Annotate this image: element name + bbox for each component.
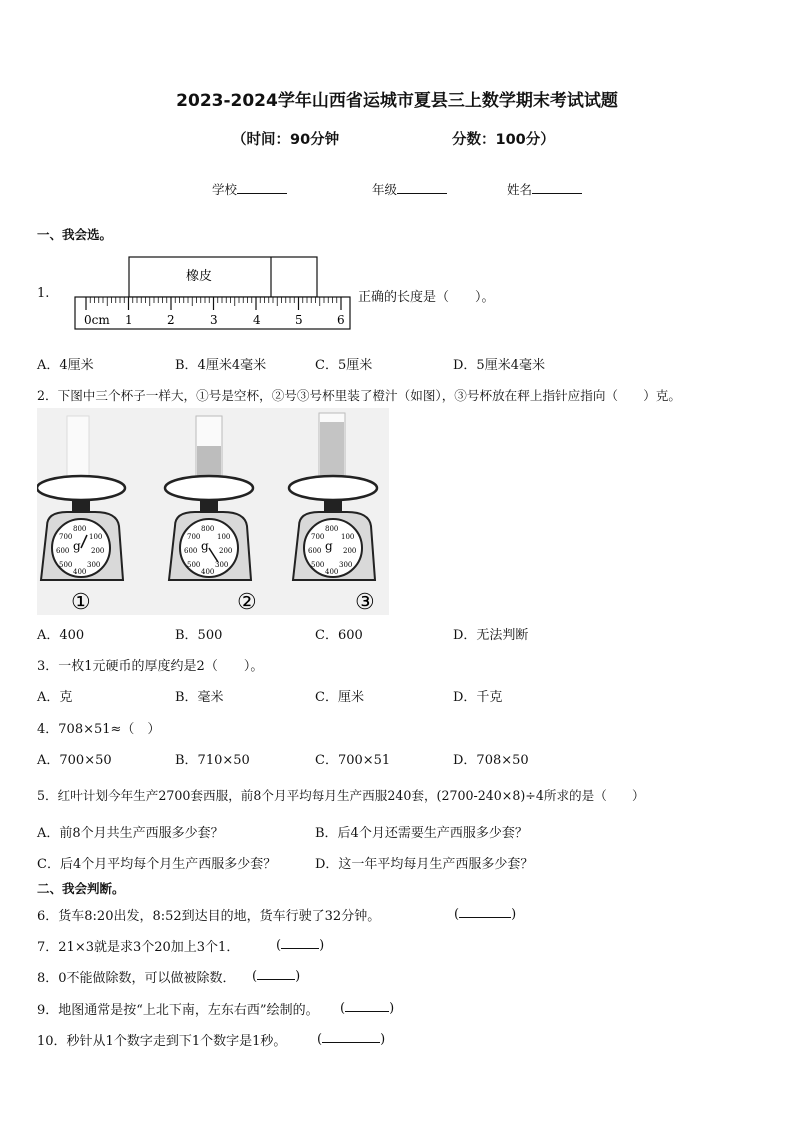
q2-option-c[interactable]: C．600 <box>315 628 363 643</box>
ruler-label-5: 5 <box>295 313 303 327</box>
scale-2-n400: 400 <box>201 568 215 576</box>
exam-time: （时间：90分钟 <box>232 132 340 148</box>
scale-2-n700: 700 <box>187 533 201 541</box>
scale-2-n200: 200 <box>219 547 233 555</box>
section-heading-choice: 一、我会选。 <box>37 227 113 242</box>
cup-3-juice <box>320 422 344 476</box>
q4-text: 4．708×51≈（ ） <box>37 722 161 737</box>
q10-paren-open: ( <box>317 1032 323 1047</box>
q8-blank[interactable] <box>257 967 295 980</box>
q9-text: 9．地图通常是按“上北下南，左东右西”绘制的。 <box>37 1003 319 1018</box>
q8-answer[interactable] <box>252 967 300 984</box>
ruler-label-3: 3 <box>210 313 218 327</box>
q3-text: 3．一枚1元硬币的厚度约是2（ ）。 <box>37 659 264 674</box>
q1-option-b[interactable]: B．4厘米4毫米 <box>175 358 267 373</box>
scale-2-neck <box>200 499 218 513</box>
q10-blank[interactable] <box>322 1030 380 1043</box>
scale-1-n800: 800 <box>73 525 87 533</box>
q8-paren-close: ) <box>295 969 301 984</box>
exam-score: 分数：100分） <box>452 132 555 148</box>
scale-3-n800: 800 <box>325 525 339 533</box>
ruler-label-1: 1 <box>125 313 133 327</box>
school-label: 学校 <box>212 182 238 197</box>
q10-paren-close: ) <box>380 1032 386 1047</box>
ruler-label-6: 6 <box>337 313 345 327</box>
eraser-rect <box>129 257 317 297</box>
scale-1-neck <box>72 499 90 513</box>
scale-1-n400: 400 <box>73 568 87 576</box>
q6-blank[interactable] <box>459 905 511 918</box>
q3-option-d[interactable]: D．千克 <box>453 690 503 705</box>
q5-option-a[interactable]: A．前8个月共生产西服多少套？ <box>37 826 224 841</box>
name-label: 姓名 <box>507 182 533 197</box>
q7-text: 7．21×3就是求3个20加上3个1． <box>37 940 240 955</box>
scale-1-n500: 500 <box>59 561 73 569</box>
scale-2-label: ② <box>237 590 257 615</box>
cup-1-empty <box>67 416 89 476</box>
q5-text: 5．红叶计划今年生产2700套西服，前8个月平均每月生产西服240套，(2700-240×8)÷4所求的是（ ） <box>37 788 645 803</box>
grade-label: 年级 <box>372 182 398 197</box>
scale-1-n700: 700 <box>59 533 73 541</box>
ruler-label-2: 2 <box>167 313 175 327</box>
scale-3-plate <box>289 476 377 500</box>
scale-1-label: ① <box>71 590 91 615</box>
q2-option-a[interactable]: A．400 <box>37 628 85 643</box>
scale-3-n500: 500 <box>311 561 325 569</box>
school-blank[interactable] <box>237 181 287 194</box>
q4-option-d[interactable]: D．708×50 <box>453 753 529 768</box>
scale-2-unit: g <box>201 539 209 553</box>
page-title: 2023-2024学年山西省运城市夏县三上数学期末考试试题 <box>176 91 618 111</box>
grade-field[interactable] <box>372 180 447 198</box>
eraser-label: 橡皮 <box>186 269 213 284</box>
ruler-label-4: 4 <box>253 313 261 327</box>
q6-paren-open: ( <box>454 907 460 922</box>
scale-2-plate <box>165 476 253 500</box>
grade-blank[interactable] <box>397 181 447 194</box>
q9-paren-close: ) <box>389 1001 395 1016</box>
q4-option-c[interactable]: C．700×51 <box>315 753 391 768</box>
name-blank[interactable] <box>532 181 582 194</box>
q3-option-a[interactable]: A．克 <box>37 690 73 705</box>
ruler-figure <box>70 254 360 334</box>
scale-2-n300: 300 <box>215 561 229 569</box>
q3-option-b[interactable]: B．毫米 <box>175 690 224 705</box>
scale-1-n600: 600 <box>56 547 70 555</box>
q4-option-b[interactable]: B．710×50 <box>175 753 250 768</box>
scale-3-n400: 400 <box>325 568 339 576</box>
scale-2-n100: 100 <box>217 533 231 541</box>
q3-option-c[interactable]: C．厘米 <box>315 690 364 705</box>
q9-answer[interactable] <box>340 999 394 1016</box>
q1-question: 正确的长度是（ ）。 <box>358 290 495 305</box>
cup-2-juice <box>197 446 221 476</box>
q7-paren-close: ) <box>319 938 325 953</box>
q6-paren-close: ) <box>511 907 517 922</box>
scales-photo <box>37 408 389 615</box>
q7-answer[interactable] <box>276 936 324 953</box>
q5-option-d[interactable]: D．这一年平均每月生产西服多少套？ <box>315 857 534 872</box>
scale-3-n100: 100 <box>341 533 355 541</box>
q1-option-c[interactable]: C．5厘米 <box>315 358 373 373</box>
q10-text: 10．秒针从1个数字走到下1个数字是1秒。 <box>37 1034 287 1049</box>
scale-3-unit: g <box>325 539 333 553</box>
school-field[interactable] <box>212 180 287 198</box>
q8-text: 8．0不能做除数，可以做被除数． <box>37 971 236 986</box>
scale-1-n100: 100 <box>89 533 103 541</box>
scale-3-n700: 700 <box>311 533 325 541</box>
q7-blank[interactable] <box>281 936 319 949</box>
ruler-label-0: 0cm <box>84 313 110 327</box>
scale-1-unit: g <box>73 539 81 553</box>
q2-text: 2．下图中三个杯子一样大，①号是空杯，②号③号杯里装了橙汁（如图），③号杯放在秤上指针应指向（ ）克。 <box>37 388 681 403</box>
scale-3-neck <box>324 499 342 513</box>
q1-number: 1. <box>37 286 50 301</box>
q2-option-d[interactable]: D．无法判断 <box>453 628 529 643</box>
q8-paren-open: ( <box>252 969 258 984</box>
scale-2-n500: 500 <box>187 561 201 569</box>
section-heading-judge: 二、我会判断。 <box>37 881 125 896</box>
q2-option-b[interactable]: B．500 <box>175 628 223 643</box>
scale-3-n600: 600 <box>308 547 322 555</box>
scale-3-n300: 300 <box>339 561 353 569</box>
q9-blank[interactable] <box>345 999 389 1012</box>
q7-paren-open: ( <box>276 938 282 953</box>
q5-option-b[interactable]: B．后4个月还需要生产西服多少套？ <box>315 826 528 841</box>
q5-option-c[interactable]: C．后4个月平均每个月生产西服多少套？ <box>37 857 277 872</box>
scale-2-n600: 600 <box>184 547 198 555</box>
scale-1-n200: 200 <box>91 547 105 555</box>
q6-text: 6．货车8:20出发，8:52到达目的地，货车行驶了32分钟。 <box>37 909 381 924</box>
scale-3-n200: 200 <box>343 547 357 555</box>
scale-3-label: ③ <box>355 590 375 615</box>
scale-1-n300: 300 <box>87 561 101 569</box>
q1-option-d[interactable]: D．5厘米4毫米 <box>453 358 545 373</box>
name-field[interactable] <box>507 180 582 198</box>
q10-answer[interactable] <box>317 1030 385 1047</box>
q9-paren-open: ( <box>340 1001 346 1016</box>
q1-option-a[interactable]: A．4厘米 <box>37 358 94 373</box>
scale-1-plate <box>37 476 125 500</box>
q4-option-a[interactable]: A．700×50 <box>37 753 112 768</box>
scale-2-n800: 800 <box>201 525 215 533</box>
q6-answer[interactable] <box>454 905 516 922</box>
